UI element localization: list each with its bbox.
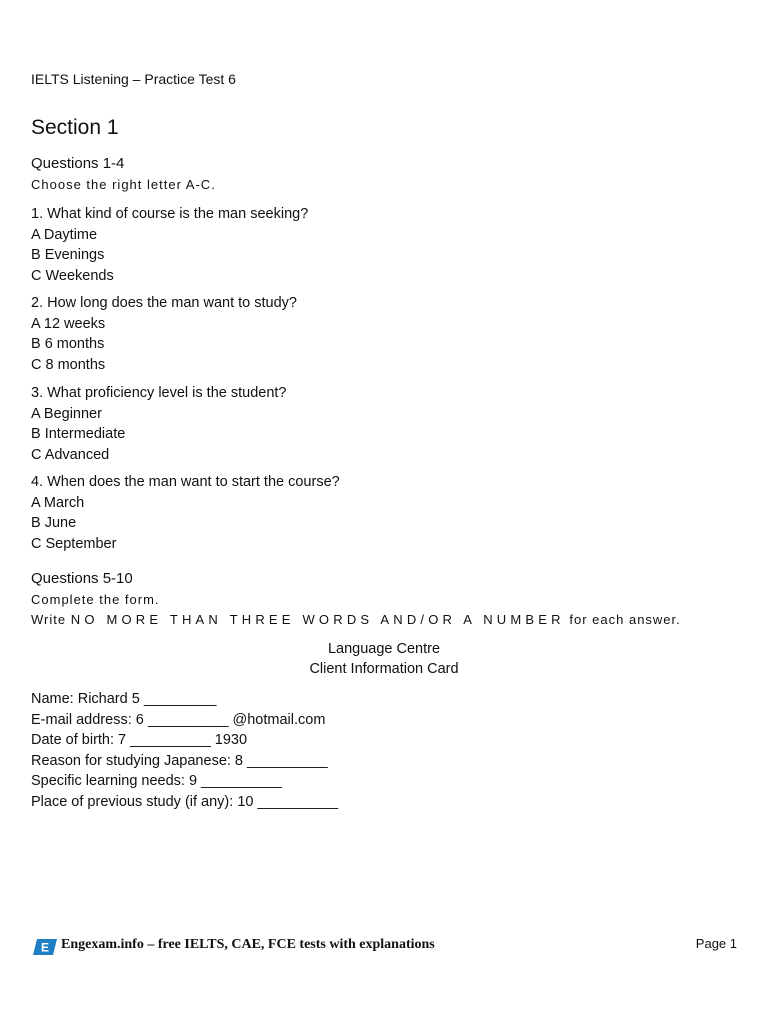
form-field-learning-needs: Specific learning needs: 9 __________ xyxy=(31,773,282,789)
section-title: Section 1 xyxy=(31,116,119,139)
option-b: B Evenings xyxy=(31,247,105,263)
form-field-name: Name: Richard 5 _________ xyxy=(31,691,217,707)
word-limit-instruction xyxy=(31,612,681,627)
question-3 xyxy=(31,383,287,465)
question-stem: 2. How long does the man want to study? xyxy=(31,295,297,311)
form-title: Language Centre xyxy=(327,641,441,657)
form-field-previous-study: Place of previous study (if any): 10 __________ xyxy=(31,793,339,810)
option-c: C Advanced xyxy=(31,446,110,463)
option-b: B Intermediate xyxy=(31,426,126,442)
question-stem: 3. What proficiency level is the student? xyxy=(31,385,287,401)
form-field-date-of-birth: Date of birth: 7 __________ 1930 xyxy=(31,732,248,748)
question-stem: 4. When does the man want to start the course? xyxy=(31,474,340,490)
instruction-word-limit: NO MORE THAN THREE WORDS AND/OR A NUMBER xyxy=(70,612,565,627)
form-field-reason: Reason for studying Japanese: 8 __________ xyxy=(31,752,328,769)
option-a: A 12 weeks xyxy=(31,315,106,332)
question-stem: 1. What kind of course is the man seeking? xyxy=(31,206,309,222)
instruction-write: Write xyxy=(31,612,67,627)
option-c: C September xyxy=(31,535,117,552)
form-subtitle: Client Information Card xyxy=(309,661,459,677)
footer-site-text: Engexam.info – free IELTS, CAE, FCE tests with explanations xyxy=(61,937,435,952)
option-a: A March xyxy=(31,494,85,511)
form-field-email: E-mail address: 6 __________ @hotmail.com xyxy=(31,711,326,728)
option-c: C 8 months xyxy=(31,356,106,373)
question-2 xyxy=(31,293,297,375)
option-a: A Beginner xyxy=(31,405,102,422)
engexam-logo-icon xyxy=(33,939,57,955)
svg-text:E: E xyxy=(40,940,50,955)
option-a: A Daytime xyxy=(31,226,98,243)
questions-1-4-instruction: Choose the right letter A-C. xyxy=(31,177,216,192)
option-b: B June xyxy=(31,515,77,531)
questions-1-4-heading: Questions 1-4 xyxy=(31,155,125,172)
page-number: Page 1 xyxy=(695,936,737,951)
question-4 xyxy=(31,472,340,554)
questions-5-10-instruction: Complete the form. xyxy=(31,592,160,607)
questions-5-10-heading: Questions 5-10 xyxy=(31,570,133,587)
option-b: B 6 months xyxy=(31,336,105,352)
document-header: IELTS Listening – Practice Test 6 xyxy=(31,71,236,87)
question-1 xyxy=(31,204,308,286)
option-c: C Weekends xyxy=(31,267,114,284)
client-form xyxy=(31,689,338,812)
instruction-each-answer: for each answer. xyxy=(569,612,681,627)
